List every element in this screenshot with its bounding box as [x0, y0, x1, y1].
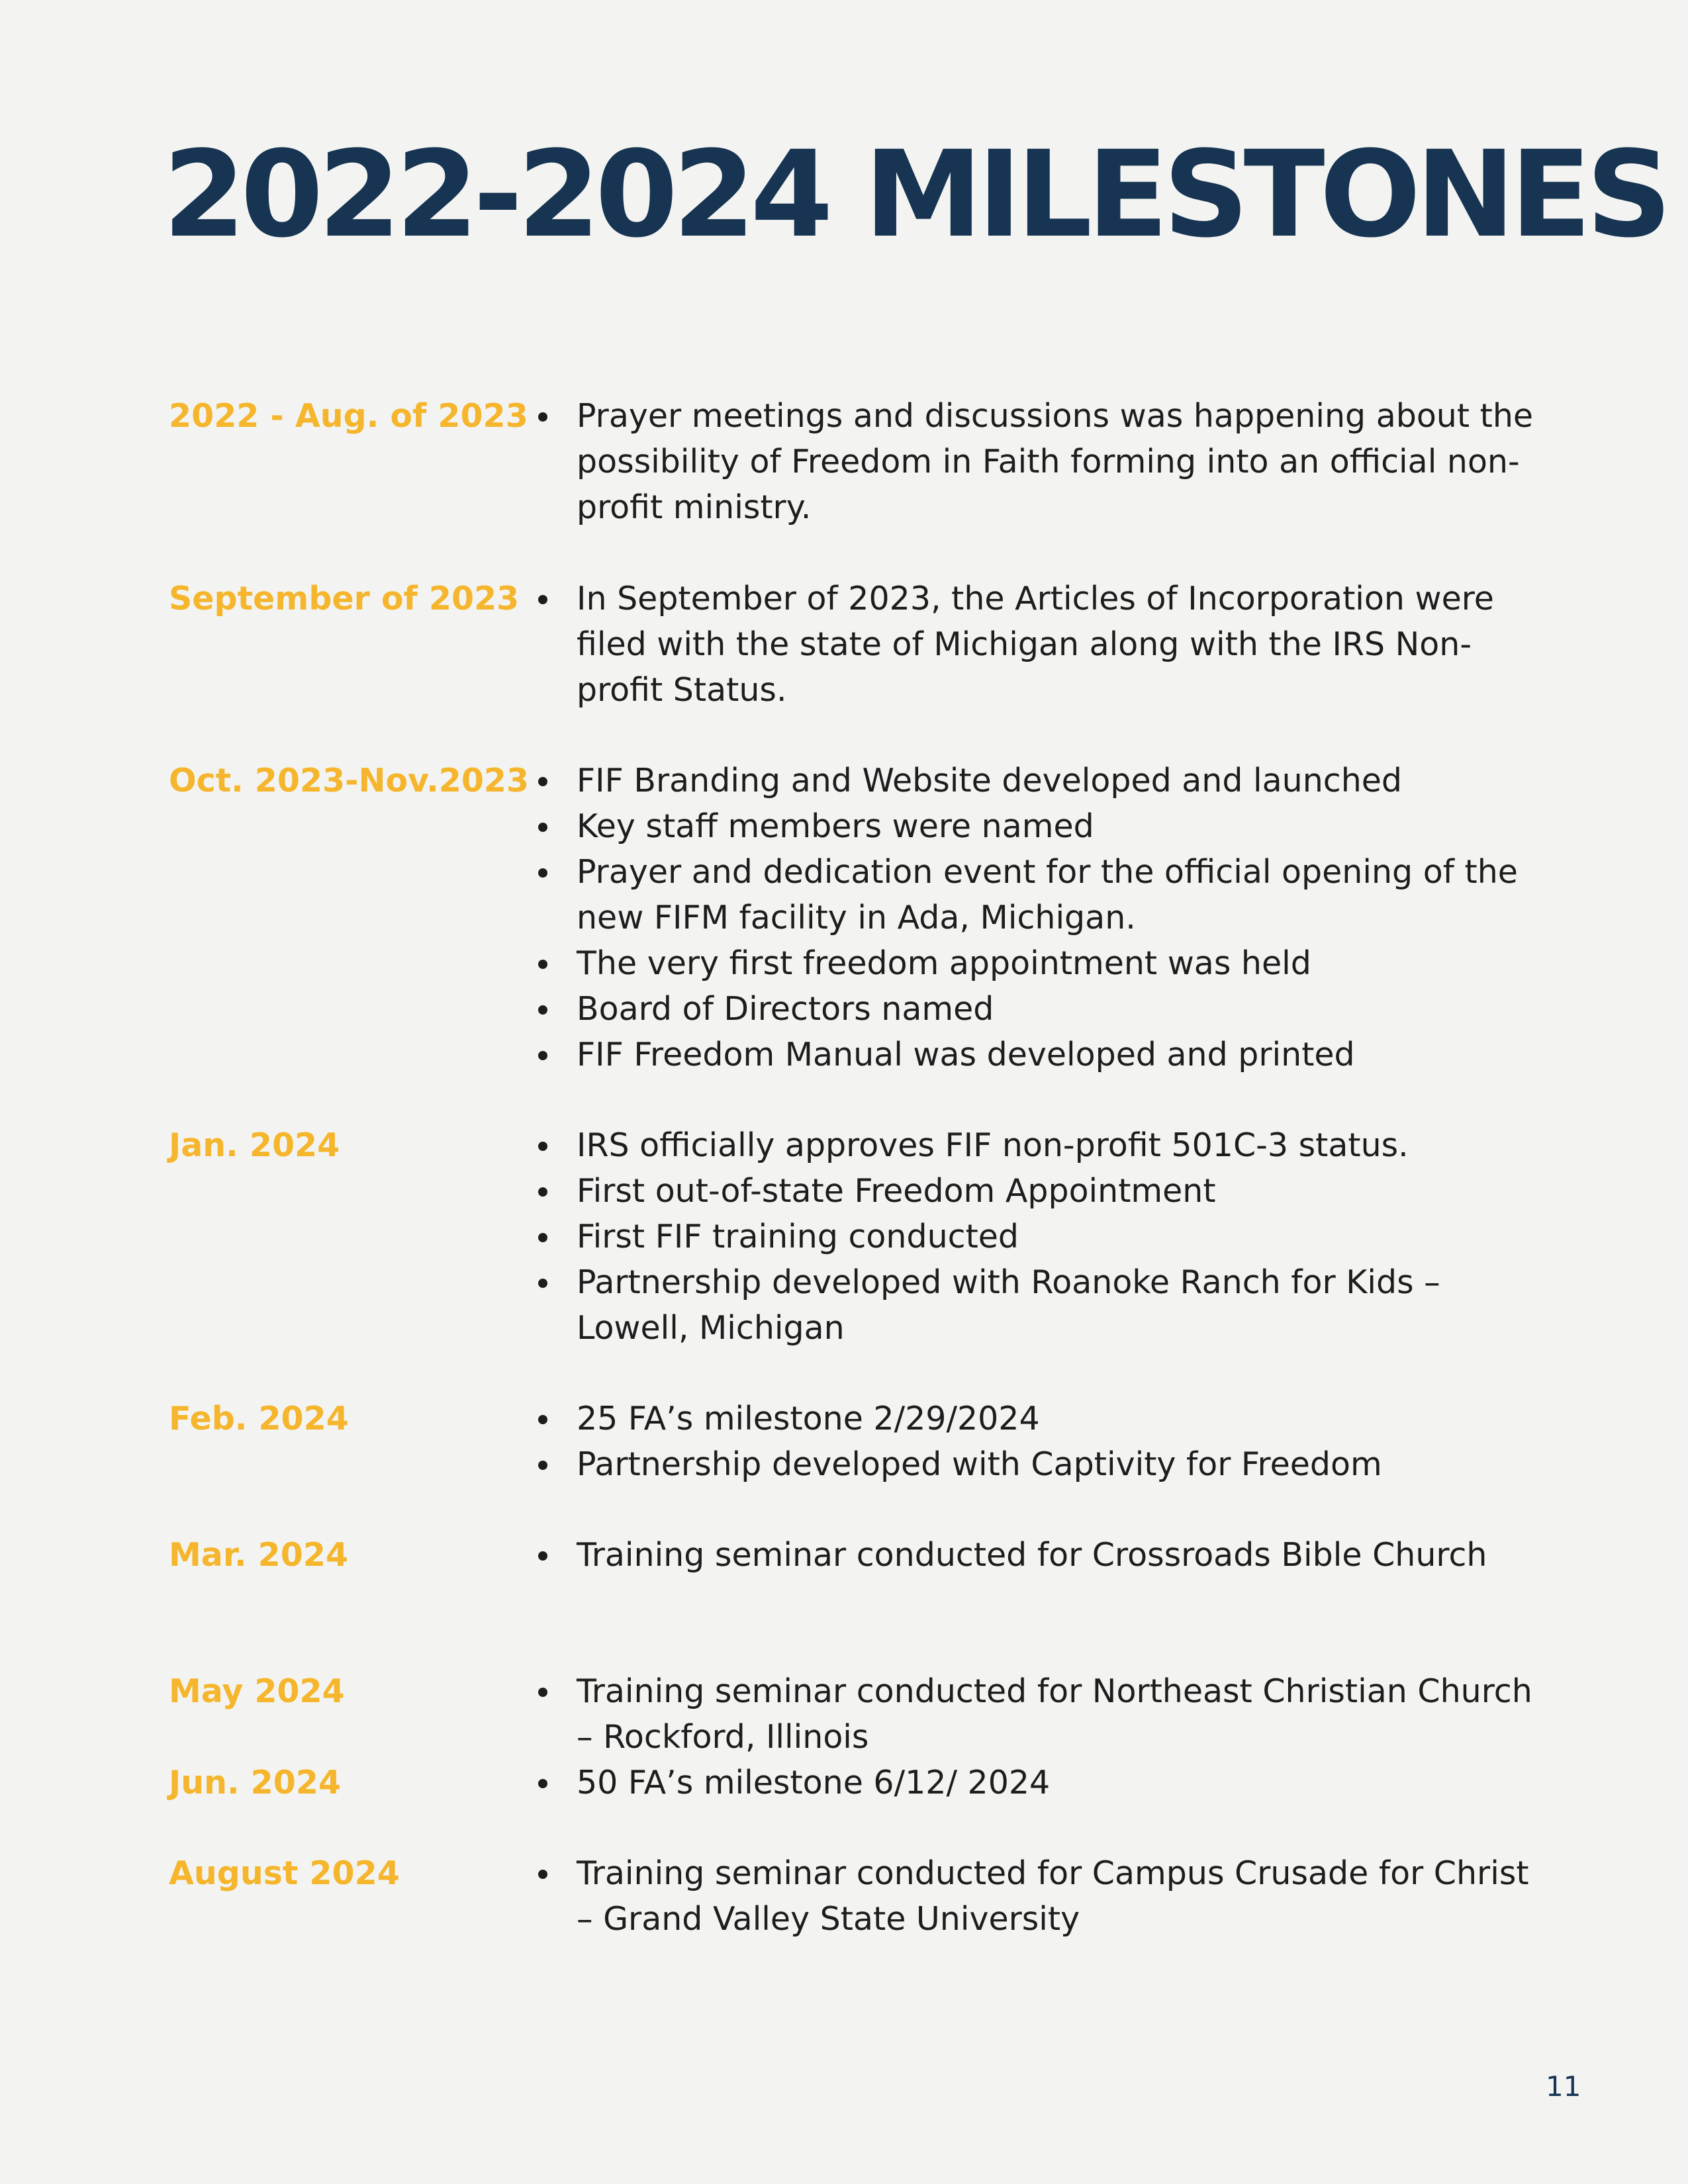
milestone-item	[533, 576, 1539, 713]
bullet-icon	[538, 1051, 547, 1060]
milestone-list	[533, 1760, 1539, 1805]
milestone-item-text: First FIF training conducted	[577, 1218, 1019, 1255]
milestone-date: Jun. 2024	[169, 1764, 342, 1801]
milestone-item	[533, 1214, 1539, 1259]
milestone-list	[533, 393, 1539, 530]
milestone-item	[533, 1532, 1539, 1578]
bullet-icon	[538, 823, 547, 832]
bullet-icon	[538, 1187, 547, 1197]
milestone-item-text: The very first freedom appointment was held	[577, 944, 1311, 982]
milestone-item	[533, 1396, 1539, 1441]
milestone-item	[533, 986, 1539, 1032]
milestone-list	[533, 1850, 1539, 1942]
bullet-icon	[538, 1779, 547, 1788]
milestone-item-text: Partnership developed with Roanoke Ranch for Kids – Lowell, Michigan	[577, 1263, 1440, 1347]
milestone-item-text: IRS officially approves FIF non-profit 501C-3 status.	[577, 1126, 1409, 1164]
milestone-date: September of 2023	[169, 580, 520, 617]
milestone-date: Jan. 2024	[169, 1126, 340, 1164]
milestone-item-text: Training seminar conducted for Crossroads Bible Church	[577, 1536, 1487, 1574]
bullet-icon	[538, 412, 547, 422]
milestone-item	[533, 1668, 1539, 1760]
bullet-icon	[538, 1870, 547, 1879]
milestone-list	[533, 758, 1539, 1077]
bullet-icon	[538, 960, 547, 969]
bullet-icon	[538, 868, 547, 878]
milestone-item-text: Training seminar conducted for Northeast Christian Church – Rockford, Illinois	[577, 1672, 1532, 1756]
bullet-icon	[538, 595, 547, 604]
milestone-item	[533, 1032, 1539, 1077]
milestone-item	[533, 1259, 1539, 1351]
milestone-date: August 2024	[169, 1854, 400, 1892]
milestone-list	[533, 1122, 1539, 1351]
milestone-item-text: Partnership developed with Captivity for Freedom	[577, 1445, 1382, 1483]
milestone-item-text: 25 FA’s milestone 2/29/2024	[577, 1400, 1040, 1437]
bullet-icon	[538, 1279, 547, 1288]
bullet-icon	[538, 1461, 547, 1470]
milestone-date: Mar. 2024	[169, 1536, 349, 1574]
milestone-item-text: Board of Directors named	[577, 990, 994, 1028]
page-number: 11	[1546, 2070, 1581, 2103]
milestone-date: Feb. 2024	[169, 1400, 349, 1437]
milestone-date: 2022 - Aug. of 2023	[169, 397, 528, 435]
milestone-item-text: Training seminar conducted for Campus Crusade for Christ – Grand Valley State University	[577, 1854, 1529, 1938]
milestone-item	[533, 1168, 1539, 1214]
milestone-item	[533, 1441, 1539, 1487]
milestone-date: Oct. 2023-Nov.2023	[169, 762, 530, 799]
milestone-list	[533, 576, 1539, 713]
milestone-item-text: FIF Freedom Manual was developed and printed	[577, 1036, 1355, 1073]
milestone-item-text: Prayer and dedication event for the official opening of the new FIFM facility in Ada, Michigan.	[577, 853, 1518, 936]
milestone-item	[533, 1760, 1539, 1805]
bullet-icon	[538, 1233, 547, 1242]
milestone-item-text: FIF Branding and Website developed and launched	[577, 762, 1403, 799]
milestone-item	[533, 1850, 1539, 1942]
milestone-item	[533, 1122, 1539, 1168]
bullet-icon	[538, 1142, 547, 1151]
bullet-icon	[538, 1551, 547, 1561]
milestone-item-text: 50 FA’s milestone 6/12/ 2024	[577, 1764, 1051, 1801]
bullet-icon	[538, 1415, 547, 1424]
milestone-item	[533, 758, 1539, 803]
milestone-list	[533, 1396, 1539, 1487]
milestone-item-text: In September of 2023, the Articles of Incorporation were filed with the state of Michigan along with the IRS Non-profit Status.	[577, 580, 1494, 709]
page-title: 2022-2024 MILESTONES	[163, 126, 1667, 264]
bullet-icon	[538, 1005, 547, 1015]
milestone-item	[533, 849, 1539, 940]
bullet-icon	[538, 1688, 547, 1697]
milestone-item-text: First out-of-state Freedom Appointment	[577, 1172, 1216, 1210]
bullet-icon	[538, 777, 547, 786]
milestone-item	[533, 393, 1539, 530]
milestone-list	[533, 1532, 1539, 1578]
milestone-item-text: Prayer meetings and discussions was happening about the possibility of Freedom in Faith forming into an official non-profit ministry.	[577, 397, 1534, 526]
milestone-item	[533, 803, 1539, 849]
milestone-item	[533, 940, 1539, 986]
milestone-list	[533, 1668, 1539, 1760]
milestone-item-text: Key staff members were named	[577, 807, 1094, 845]
milestone-date: May 2024	[169, 1672, 345, 1710]
